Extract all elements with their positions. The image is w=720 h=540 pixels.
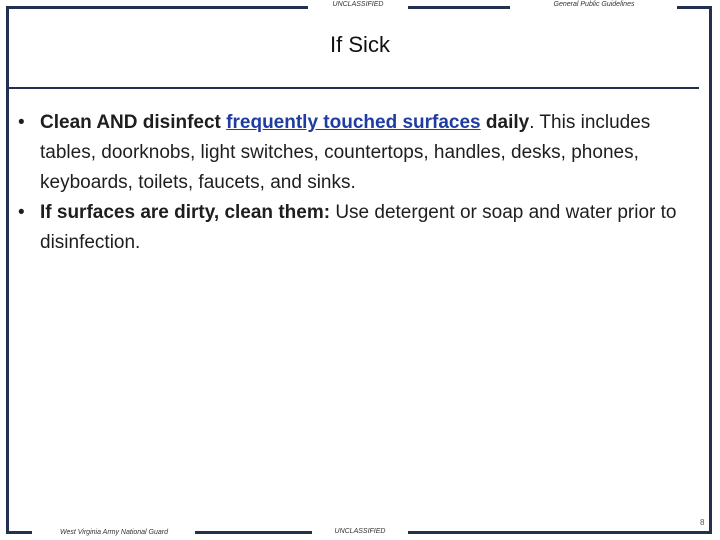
frame-top-far-border — [677, 6, 712, 9]
frame-bottom-mid-border — [195, 531, 312, 534]
bullet-icon: • — [18, 112, 25, 133]
frame-top-left-border — [6, 6, 308, 9]
slide-content — [18, 108, 708, 258]
bullet-icon: • — [18, 202, 25, 223]
frame-right-border — [709, 6, 712, 534]
frame-left-border — [6, 6, 9, 534]
frame-bottom-right-border — [408, 531, 712, 534]
frame-bottom-left-border — [6, 531, 32, 534]
footer-classification: UNCLASSIFIED — [334, 528, 386, 535]
bullet-body: This includes tables, doorknobs, light switches, countertops, handles, desks, phones, keyboards, toilets, faucets, and sinks. — [40, 112, 651, 193]
page-number: 8 — [700, 518, 705, 527]
footer-organization: West Virginia Army National Guard — [59, 529, 169, 536]
bullet-bold-tail: daily — [480, 112, 530, 133]
bullet-item-disinfect — [18, 108, 708, 198]
bullet-bold-lead: If surfaces are dirty, clean them: — [40, 202, 331, 223]
header-section-label: General Public Guidelines — [553, 1, 635, 8]
bullet-body: Use detergent or soap and water prior to disinfection. — [40, 202, 677, 253]
frame-top-right-border — [408, 6, 510, 9]
bullet-punct: . — [529, 112, 535, 133]
bullet-item-dirty-surfaces — [18, 198, 708, 258]
title-divider — [8, 87, 699, 89]
bullet-bold-lead: Clean AND disinfect — [40, 112, 227, 133]
frequently-touched-surfaces-link[interactable]: frequently touched surfaces — [226, 112, 481, 133]
header-classification: UNCLASSIFIED — [332, 1, 384, 8]
slide-title: If Sick — [330, 32, 390, 57]
